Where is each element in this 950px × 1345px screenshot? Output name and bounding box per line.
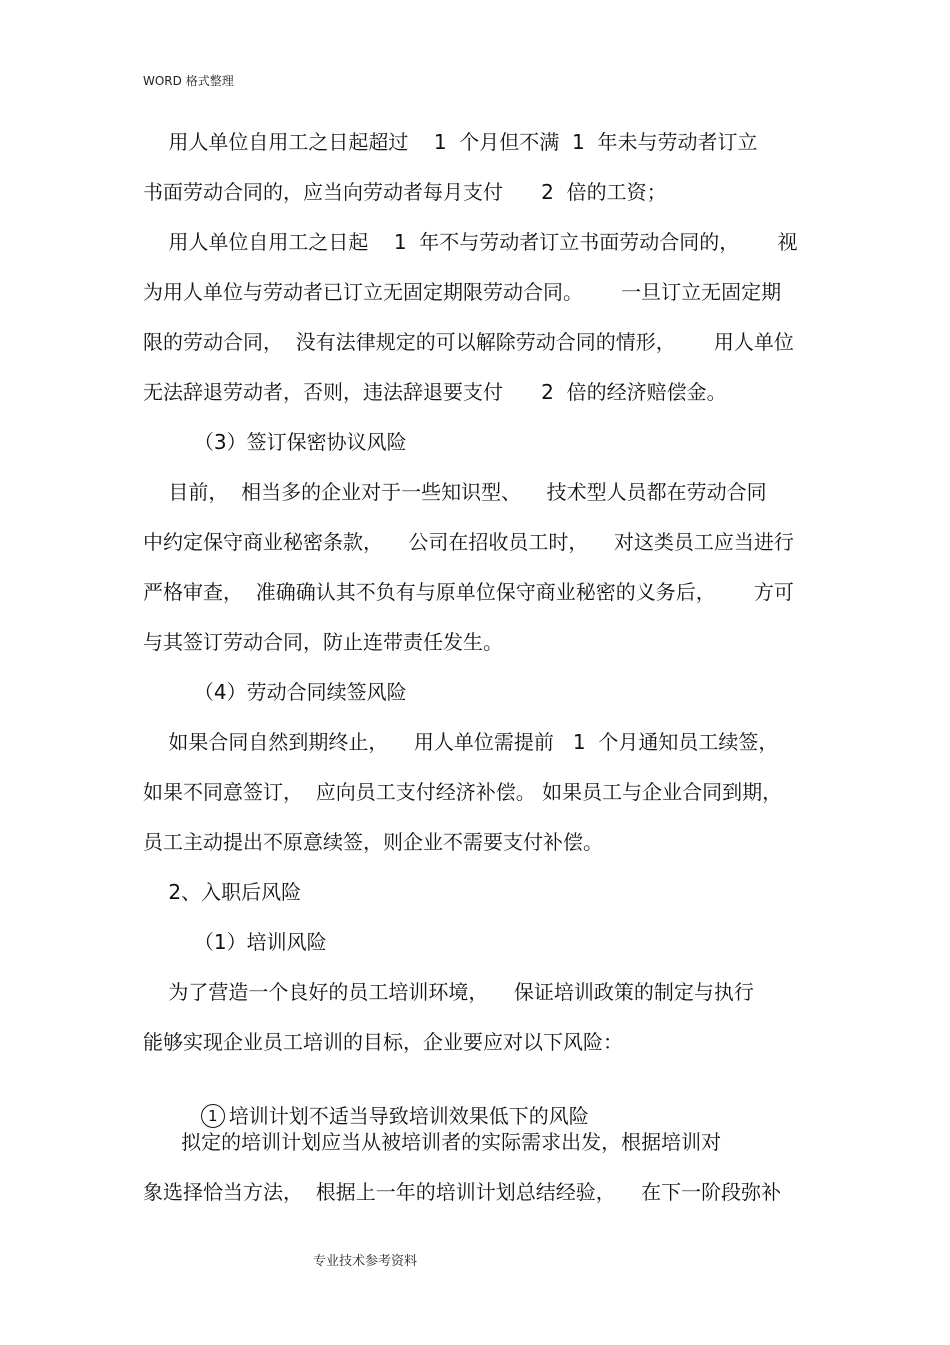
section-heading-4: （4）劳动合同续签风险 <box>143 680 407 704</box>
body-line-19: 能够实现企业员工培训的目标，企业要应对以下风险： <box>143 1030 623 1054</box>
body-line-11: 与其签订劳动合同，防止连带责任发生。 <box>143 630 503 654</box>
section-heading-3: （3）签订保密协议风险 <box>143 430 407 454</box>
body-line-1: 用人单位自用工之日起超过 1 个月但不满 1 年未与劳动者订立 <box>143 130 758 154</box>
section-heading-1: （1）培训风险 <box>143 930 327 954</box>
body-line-8: 目前， 相当多的企业对于一些知识型、 技术型人员都在劳动合同 <box>143 480 767 504</box>
body-line-9: 中约定保守商业秘密条款， 公司在招收员工时， 对这类员工应当进行 <box>143 530 794 554</box>
body-line-14: 如果不同意签订， 应向员工支付经济补偿。 如果员工与企业合同到期， <box>143 780 783 804</box>
body-line-6: 无法辞退劳动者，否则，违法辞退要支付 2 倍的经济赔偿金。 <box>143 380 727 404</box>
body-line-2: 书面劳动合同的，应当向劳动者每月支付 2 倍的工资； <box>143 180 667 204</box>
body-line-3: 用人单位自用工之日起 1 年不与劳动者订立书面劳动合同的， 视 <box>143 230 798 254</box>
body-line-15: 员工主动提出不原意续签，则企业不需要支付补偿。 <box>143 830 603 854</box>
page-header: WORD 格式整理 <box>143 74 234 88</box>
body-line-13: 如果合同自然到期终止， 用人单位需提前 1 个月通知员工续签， <box>143 730 779 754</box>
page-footer: 专业技术参考资料 <box>313 1254 418 1269</box>
body-line-5: 限的劳动合同， 没有法律规定的可以解除劳动合同的情形， 用人单位 <box>143 330 794 354</box>
body-line-18: 为了营造一个良好的员工培训环境， 保证培训政策的制定与执行 <box>143 980 754 1004</box>
body-line-4: 为用人单位与劳动者已订立无固定期限劳动合同。 一旦订立无固定期 <box>143 280 782 304</box>
body-line-22: 象选择恰当方法， 根据上一年的培训计划总结经验， 在下一阶段弥补 <box>143 1180 782 1204</box>
numbered-item <box>188 1080 858 1128</box>
circled-number-marker: 1 <box>201 1104 225 1128</box>
section-heading-2: 2、入职后风险 <box>143 880 302 904</box>
body-line-10: 严格审查， 准确确认其不负有与原单位保守商业秘密的义务后， 方可 <box>143 580 794 604</box>
body-line-21: 拟定的培训计划应当从被培训者的实际需求出发，根据培训对 <box>143 1130 722 1154</box>
numbered-item-text: 培训计划不适当导致培训效果低下的风险 <box>228 1104 589 1128</box>
